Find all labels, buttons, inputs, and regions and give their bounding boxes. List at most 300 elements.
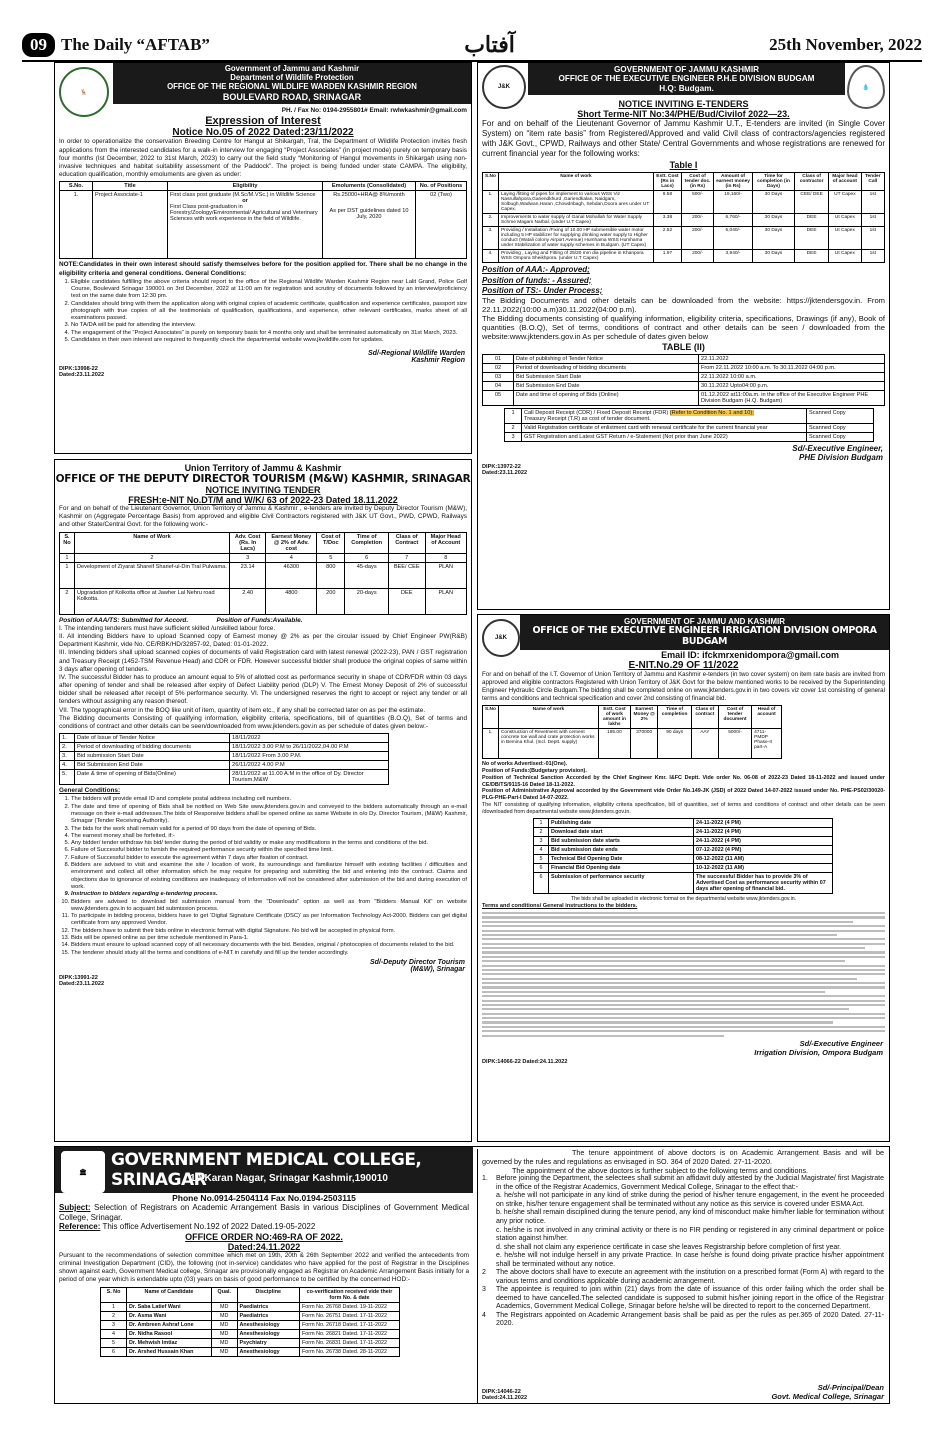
irr-sig1: Sd/-Executive Engineer (799, 1038, 883, 1048)
phe-td: DEE (795, 250, 829, 263)
tour-td: PLAN (425, 588, 467, 614)
gmc-reference-text: This office Advertisement No.192 of 2022 Dated.19-05-2022 (102, 1222, 316, 1232)
tourism-dipk: DIPK:13991-22 (59, 974, 98, 981)
phe-t2-td: Bid Submission Start Date (514, 372, 699, 381)
tourism-clause: The Bidding documents Consisting of qualifying information, eligibility criteria, specifications, bill of quantities (B.O.Q), Set of terms and conditions of contract and other details can be seen/downloaded from www.jktenders.gov.in as per schedule of dates given below:- (59, 714, 467, 730)
gmc-condition (482, 1312, 884, 1329)
gmc-td: MD (211, 1338, 237, 1347)
gmc-cond-num (482, 1192, 496, 1209)
tour-th: Earnest Money @ 2% of Adv. cost (266, 532, 317, 553)
tour-td: 46300 (266, 562, 317, 588)
phe-table2 (482, 354, 885, 406)
tour-td: 2.40 (229, 588, 265, 614)
irr-tech: Position of Technical Sanction Accorded by the Chief Engineer Kmr. I&FC Deptt. Vide order No. 06-08 of 2022-23 Dated 18-11-2022 and issued under CE/DB/TS/9115-16 Dated 18-11-2022. (482, 774, 885, 788)
tour-sig2: (M&W), Srinagar (410, 965, 465, 973)
gmc-td: MD (211, 1347, 237, 1356)
gmc-dated: Dated:24.11.2022 (482, 1395, 528, 1401)
phe-td: 30 Days (752, 227, 794, 250)
tourism-clause: I. The intending tenderers must have sufficient skilled /unskilled labour force. (59, 624, 276, 632)
gmc-td: Form No. 26831 Dated. 17-11-2022 (300, 1338, 400, 1347)
phe-td: 200/- (682, 214, 714, 227)
page-number: 09 (22, 33, 55, 57)
irr-date-td: Publishing date (549, 819, 694, 828)
wl-th: Title (93, 182, 168, 191)
wildlife-header (113, 63, 471, 104)
phe-t3-td: Scanned Copy (807, 432, 874, 441)
tourism-dated: Dated:23.11.2022 (59, 980, 105, 987)
wl-or: or (242, 198, 248, 205)
phe-work-row (483, 227, 885, 250)
phe-td: 30 Days (752, 191, 794, 214)
phe-t2-td: Date of publishing of Tender Notice (514, 354, 699, 363)
phe-dated: Dated:23.11.2022 (482, 469, 528, 476)
phe-t3-td: Scanned Copy (807, 423, 874, 432)
tourism-ad (54, 459, 472, 1142)
tour-th: Adv. Cost (Rs. In Lacs) (229, 532, 265, 553)
jk-emblem-icon: J&K (482, 65, 526, 109)
irr-sig2: Irrigation Division, Ompora Budgam (754, 1047, 883, 1057)
irr-td: 1. (483, 728, 499, 758)
tour-td: 3 (229, 553, 265, 562)
phe-td: 1st (861, 227, 884, 250)
phe-td: DEE (795, 214, 829, 227)
tour-date-td: 26/11/2022 4.00 P.M (230, 761, 389, 770)
tour-td: 7 (388, 553, 425, 562)
phe-t2-td: 01 (483, 354, 514, 363)
tour-general-item: 1. The bidders will provide email ID and complete postal address including cell numbers. (71, 796, 467, 803)
phe-th: Major head of account (829, 173, 861, 191)
gmc-td: 5 (101, 1338, 127, 1347)
gmc-cond-num (482, 1244, 496, 1253)
wildlife-table (59, 181, 467, 259)
phe-td: Ut Capex (829, 227, 861, 250)
phe-td: 3.38 (653, 214, 681, 227)
phe-t2-td: 03 (483, 372, 514, 381)
wildlife-signature (61, 350, 465, 364)
phe-ad (477, 62, 890, 610)
wl-cell: 1. (60, 191, 93, 259)
irr-th: Head of account (752, 705, 782, 728)
phe-td: 1st (861, 250, 884, 263)
irr-th: Name of work (498, 705, 598, 728)
phe-th: S.No (483, 173, 499, 191)
wl-condition: 5. Candidates in their own interest are required to frequently check the departmental website www.jkwildlife.com for updates. (71, 337, 467, 344)
phe-td: 1. (483, 191, 499, 214)
irr-date-td: Technical Bid Opening Date (549, 855, 694, 864)
wl-eligibility-cell (168, 191, 323, 259)
gmc-condition (482, 1244, 884, 1253)
phe-td: Improvements to water supply of Ganal Mohallah for Water Supply Schme Magam Narbal. (under U.T Capex) (498, 214, 653, 227)
irr-date-td: 2 (534, 828, 549, 837)
phe-td: 1st (861, 214, 884, 227)
phe-td: Ut Capex (829, 214, 861, 227)
phe-th: Amount of earnest money (in Rs) (714, 173, 753, 191)
irr-date-td: 6 (534, 873, 549, 894)
gmc-cond-num: 4 (482, 1311, 486, 1319)
phe-t3-td: Valid Registration certificate of enlistment card with renewal certificate for the current financial year (522, 423, 807, 432)
tour-date-td: 1. (60, 734, 75, 743)
irr-th: Class of contract (691, 705, 718, 728)
tour-td: 5 (317, 553, 345, 562)
tour-th: Class of Contract (388, 532, 425, 553)
gmc-left (55, 1147, 473, 1404)
phe-t3-doc-cell (522, 408, 807, 423)
irr-th: Time of completion (658, 705, 691, 728)
tour-date-td: 4. (60, 761, 75, 770)
phe-td: 200/- (682, 250, 714, 263)
gmc-footer (482, 1383, 884, 1401)
gmc-th: Name of Candidate (126, 1287, 211, 1302)
irr-th: Estt. Cost of work amount in lakhs (598, 705, 630, 728)
phe-t2-td: 05 (483, 390, 514, 405)
tour-td: DEE (388, 588, 425, 614)
tour-date-td: 3. (60, 752, 75, 761)
tour-date-td: Date of Issue of Tender Notice (75, 734, 230, 743)
gmc-td: Psychiatry (237, 1338, 299, 1347)
wildlife-dept: Department of Wildlife Protection (230, 72, 354, 82)
wildlife-emblem-icon: 🦌 (59, 67, 109, 117)
irr-works: No of works Advertised:-01(One). (482, 760, 568, 767)
phe-t2-td: Date and time of opening of Bids (Online) (514, 390, 699, 405)
gmc-condition (482, 1286, 884, 1312)
tour-th: Name of Work (74, 532, 229, 553)
gmc-subject (59, 1203, 469, 1222)
gmc-cond-num: 1. (482, 1175, 488, 1183)
phe-t3-td: GST Registration and Latest GST Return / e-Statement (Not prior than June 2022) (522, 432, 807, 441)
tour-date-td: 18/11/2022 3.00 P.M to 26/11/2022,04.00 P.M (230, 743, 389, 752)
jk-emblem-icon: J&K (482, 619, 520, 657)
gmc-td: Dr. Nidha Rasool (126, 1329, 211, 1338)
wl-emol2: As per DST guidelines dated 10 July, 2020 (329, 208, 409, 221)
phe-table1-title: Table I (669, 160, 698, 171)
irr-th: Earnest Money @ 2% (630, 705, 657, 728)
irr-date-td: 08-12-2022 (11 AM) (694, 855, 833, 864)
gmc-th: Qual. (211, 1287, 237, 1302)
tour-general-item: 7. Failure of Successful bidder to execute the agreement within 7 days after fixation of contract. (71, 855, 467, 862)
phe-td: 3,940/- (714, 250, 753, 263)
gmc-cond-num (482, 1227, 496, 1244)
phe-td: 500/- (682, 191, 714, 214)
wl-emol-cell (323, 191, 416, 259)
gmc-reference-label: Reference: (59, 1222, 101, 1232)
tourism-ut: Union Territory of Jammu & Kashmir (184, 463, 342, 473)
tour-date-td: Bid submission Start Date (75, 752, 230, 761)
gmc-dated-heading: Dated:24.11.2022 (227, 1241, 301, 1252)
tour-date-td: 5. (60, 770, 75, 785)
phe-td: Ut Capex (829, 250, 861, 263)
tour-td: 8 (425, 553, 467, 562)
tourism-intro: For and on behalf of the Lieutenant Governor, Union Territory of Jammu & Kashmir , e-tenders are invited by Deputy Director Tourism (M&W), Kashmir on (Aggregate Percentage Basis) from approved and eligible Civil Contractors registered with J&K UT Govt., PWD, CPWD, Railways and other State/Central Govt. for the following work:- (59, 505, 467, 529)
irr-date-td: 5 (534, 855, 549, 864)
phe-th: Cost of tender doc. (in Rs) (682, 173, 714, 191)
wildlife-notice: Notice No.05 of 2022 Dated:23/11/2022 (172, 127, 354, 139)
wl-emol1: Rs.25000+HRA@ 8%/month (333, 192, 405, 199)
wildlife-dipk: DIPK:13998-22 (59, 366, 98, 373)
irr-th: Cost of tender document (718, 705, 751, 728)
tour-general-item: 2. The date and time of opening of Bids shall be notified on Web Site www.jktenders.gov.in and conveyed to the bidders automatically through an e-mail message on their e-mail addresses.The bids of Responsive bidders shall be opened online as same Website in o/o Dy. Director Tourism, (M&W) Kashmir, Srinagar (Tender Receiving Authority). (71, 804, 467, 826)
tour-td: 200 (317, 588, 345, 614)
wl-condition: 3. No TA/DA will be paid for attending the interview. (71, 322, 467, 329)
tour-general-item: 10. Bidders are advised to download bid submission manual from the "Downloads" option as well as from "Bidders Manual Kit" on website www.jktenders.gov.in to acquaint bid submission process. (71, 899, 467, 914)
tour-date-td: 18/11/2022 From 3.00 P.M. (230, 752, 389, 761)
tour-date-td: Period of downloading of bidding documents (75, 743, 230, 752)
phe-intro: For and on behalf of the Lieutenant Governor of Jammu Kashmir U.T., E-tenders are invited (in Single Cover System) on “item rate basis” from Registered/Approved and valid Civil class of contractors/agencies registered with J&K Govt., CPWD, Railways and other State/ Central Governments and whose registrations are renewed for current financial year for the following works: (482, 119, 885, 158)
gmc-td: Dr. Asma Wani (126, 1311, 211, 1320)
wildlife-ad (54, 62, 472, 454)
gmc-td: Dr. Mehwish Imtiaz (126, 1338, 211, 1347)
phe-t3-highlight: (Refer to Condition No. 1 and 10); (669, 409, 754, 416)
phe-work-row (483, 214, 885, 227)
phe-notice: NOTICE INVITING E-TENDERS (618, 99, 749, 110)
phe-t2-td: Bid Submission End Date (514, 381, 699, 390)
tour-th: S. No (60, 532, 75, 553)
phe-table1 (482, 172, 885, 263)
phe-td: DEE (795, 227, 829, 250)
gmc-td: 6 (101, 1347, 127, 1356)
gmc-condition (482, 1252, 884, 1269)
tour-general-item: 11. To participate in bidding process, bidders have to get ‘Digital Signature Certificate (DSC)’ as per Information Technology Act-2000. Bidders can get digital certificate from any approved Vendor. (71, 913, 467, 928)
gmc-sig1: Sd/-Principal/Dean (817, 1383, 884, 1392)
tour-date-td: 2. (60, 743, 75, 752)
wl-condition: 4. The engagement of the “Project Associates” is purely on temporary basis for 4 months only and shall be terminated automatically on 31st March, 2023. (71, 330, 467, 337)
irr-date-td: 24-11-2022 (4 PM) (694, 837, 833, 846)
tour-td: BEE/ CEE (388, 562, 425, 588)
wl-sig2: Kashmir Region (411, 357, 465, 365)
gmc-td: MD (211, 1311, 237, 1320)
tourism-nit: FRESH:e-NIT No.DT/M and W/K/ 63 of 2022-23 Dated 18.11.2022 (128, 495, 398, 505)
gmc-condition (482, 1175, 884, 1192)
tour-general-item: 5. Any bidder/ tender withdraw his bid/ tender during the period of bid validity or make any modifications in the terms and conditions of the bid. (71, 840, 467, 847)
newspaper-logo: آفتاب (464, 32, 515, 58)
irr-nit-text: The NIT consisting of qualifying information, eligibility criteria specification, bill of quantities, set of terms and conditions of contract and other details can be seen /downloaded from departmental website www.jktenders.gov.in. (482, 802, 885, 816)
gmc-td: Form No. 26718 Dated. 17-11-2022 (300, 1320, 400, 1329)
phe-td: 4. (483, 250, 499, 263)
wl-cell: 02 (Two) (416, 191, 467, 259)
phe-sig2: PHE Division Budgam (798, 452, 883, 462)
gmc-td: Paediatrics (237, 1302, 299, 1311)
wildlife-heading: Expression of Interest (205, 115, 321, 128)
gmc-th: S. No (101, 1287, 127, 1302)
phe-work-row (483, 191, 885, 214)
tourism-clause: III. Intending bidders shall upload scanned copies of documents of valid Registration card with latest renewal (2022-23), PAN / GST registration and Treasury Receipt (1452-TSM Revenue Head) and CDR or FDR. However successful bidder shall produce the original copies of same within 3 days after opening of tenders. (59, 649, 467, 673)
masthead-left (22, 33, 210, 57)
tour-date-td: 28/11/2022 at 11.00 A.M in the office of Dy. Director Tourism,M&W (230, 770, 389, 785)
gmc-sig2: Govt. Medical College, Srinagar (771, 1392, 884, 1401)
irrigation-dipk: DIPK:14066-22 Dated:24.11.2022 (482, 1058, 568, 1065)
phe-t2-td: 01.12.2022 at11:00a.m. in the office of the Executive Engineer PHE Division Budgam (H.Q. Budgam) (699, 390, 885, 405)
newspaper-name: The Daily “AFTAB” (61, 35, 210, 54)
phe-td: UT Capex (829, 191, 861, 214)
phe-th: Class of contractor (795, 173, 829, 191)
gmc-cond-text: The appointee is required to join within (21) days from the date of issuance of this order failing which the order shall be deemed to have cancelled.The selected candidate is supposed to submit his/her joining report in the office of the Registrar Academics, Government Medical College, Srinagar before he/she will be directed to report to the concerned Department. (496, 1286, 884, 1311)
tour-general-item: 3. The bids for the work shall remain valid for a period of 90 days from the date of opening of Bids. (71, 826, 467, 833)
phe-td: 2.52 (653, 227, 681, 250)
irrigation-table (482, 705, 782, 759)
tour-th: Major Head of Account (425, 532, 467, 553)
gmc-reference (59, 1222, 469, 1232)
phe-table2-title: TABLE (II) (662, 341, 705, 352)
tour-td: 2 (74, 553, 229, 562)
phe-funds: Position of funds: - Assured; (482, 275, 592, 285)
gmc-signature (771, 1383, 884, 1401)
tour-general-item: 4. The earnest money shall be forfeited, if:- (71, 833, 467, 840)
tour-sig1: Sd/-Deputy Director Tourism (369, 958, 465, 966)
tour-th: Time of Completion (345, 532, 389, 553)
tourism-notice: NOTICE INVITING TENDER (205, 485, 321, 495)
phe-td: 6,760/- (714, 214, 753, 227)
gmc-right-intro1: The tenure appointment of above doctors is on Academic Arrangement Basis and will be governed by the rules and regulations as envisaged in SO. 364 of 2020 Dated. 27-11-2020. (482, 1148, 884, 1166)
gmc-table (100, 1287, 400, 1357)
gmc-td: Paediatrics (237, 1311, 299, 1320)
gmc-right (477, 1149, 888, 1403)
irr-date-td: Submission of performance security (549, 873, 694, 894)
phe-td: 1.97 (653, 250, 681, 263)
phe-t2-td: From 22.11.2022 10:00 a.m. To 30.11.2022 04:00 p.m. (699, 363, 885, 372)
wl-cell: Project Associate-1 (93, 191, 168, 259)
irr-td: 4711-PMDP Phase-II part-A (752, 728, 782, 758)
phe-td: 5,040/- (714, 227, 753, 250)
irr-intro: For and on behalf of the I.T. Governor of Union Territory of Jammu and Kashmir e-tenders (in two cover system) on item rate basis are invited from approved and eligible contractors Registered with Union Territory of J&K Govt for the below mentioned works to be received by the Superintending Engineer Hydraulic Circle Budgam.The bidding shall be completed online on www.jktenders.gov.in in two covers viz cover 1st consisting of general terms and conditions and technical specification and cover 2nd consisting of financial bid. (482, 671, 885, 702)
phe-t2-td: 02 (483, 363, 514, 372)
tour-td: 2 (60, 588, 75, 614)
tour-general-item: 13. Bids will be opened online as per time schedule mentioned in Para-1. (71, 935, 467, 942)
gmc-cond-text: The Registrars appointed on Academic Arrangement basis shall be paid as per the rules as per.365 of 2020 Dated. 27-11-2020. (496, 1311, 884, 1328)
irrigation-ad (477, 614, 890, 1142)
phe-nit: Short Terme-NIT No:34/PHE/Bud/Civilof 2022—23. (577, 109, 790, 120)
phe-t2-td: 30.11.2022 Upto04:00 p.m. (699, 381, 885, 390)
irr-date-td: Download date start (549, 828, 694, 837)
tour-td: 6 (345, 553, 389, 562)
tour-td: 800 (317, 562, 345, 588)
irr-date-td: 4 (534, 846, 549, 855)
gmc-order: OFFICE ORDER NO:469-RA OF 2022. (185, 1231, 343, 1242)
tour-general-item: 8. Bidders are advised to visit and examine the site / location of work, its surroundings and familiarize himself with existing facilities / difficulties and environment and collect all other information which he may require for preparing and submitting the bid and entering into the contract. Claims and objections due to ignorance of existing conditions are inadequacy of information will not be considered after submission of the bid and during execution of work. (71, 862, 467, 891)
irr-terms-title: Terms and conditions/ General instructions to the bidders. (482, 902, 638, 909)
gmc-cond-text: The above doctors shall have to execute an agreement with the institution on a prescribed format (Form A) with regard to the various terms and conditions applicable during academic arrangement. (496, 1269, 884, 1285)
phe-td: Providing , Laying and Fitting of 25/20 mm dia pipeline in Khanpora WSS Ompora Sheikhpora. (under U.T Capex) (498, 250, 653, 263)
tour-td: 20-days (345, 588, 389, 614)
tour-td: 23.14 (229, 562, 265, 588)
issue-date: 25th November, 2022 (769, 35, 922, 54)
irr-date-td: 24-11-2022 (4 PM) (694, 819, 833, 828)
gmc-td: MD (211, 1329, 237, 1338)
gmc-td: Anesthesiology (237, 1320, 299, 1329)
tour-td: 45-days (345, 562, 389, 588)
gmc-header (55, 1147, 473, 1193)
phe-th: Time for completion (in Days) (752, 173, 794, 191)
tourism-dates-table (59, 733, 389, 785)
phe-hq: H.Q: Budgam. (659, 83, 714, 93)
phe-office: OFFICE OF THE EXECUTIVE ENGINEER P.H.E DIVISION BUDGAM (558, 74, 815, 84)
irr-office: OFFICE OF THE EXECUTIVE ENGINEER IRRIGATION DIVISION OMPORA BUDGAM (532, 625, 877, 648)
gmc-cond-text: e. he/she will not indulge herself in any private Practice. In case he/she is found doing private practice his/her appointment shall be terminated without any notice. (496, 1252, 884, 1268)
gmc-cond-text: d. she shall not claim any experience certificate in case she leaves Registrarship before completion of first year. (496, 1243, 842, 1251)
gmc-td: Anesthesiology (237, 1347, 299, 1356)
phe-th: Tender Call (861, 173, 884, 191)
irrigation-signature (484, 1039, 883, 1057)
gmc-cond-text: a. he/she will not participate in any kind of strike during the period of his/her tenure engagement, in the event he proceeded on strike, his/her tenure engagement shall be terminated without any notice as this service is covered under ESMA Act. (496, 1192, 884, 1208)
wildlife-office: OFFICE OF THE REGIONAL WILDLIFE WARDEN KASHMIR REGION (167, 81, 417, 91)
tour-general-item: 6. Failure of Successful bidder to furnish the required performance security within the specified time limit. (71, 847, 467, 854)
phe-header (528, 63, 845, 95)
wl-condition: 2. Candidates should bring with them the application along with original copies of academic certificate, qualification and experience certificates, passport size photograph with true copies of all the testimonials of qualification, qualifications, and experience, other relevant certificates, marks sheet of all examinations passed. (71, 301, 467, 323)
gmc-cond-num (482, 1252, 496, 1269)
gmc-right-intro2: The appointment of the above doctors is further subject to the following terms and conditions. (512, 1165, 809, 1175)
phe-t2-td: 22.11.2022 10:00 a.m. (699, 372, 885, 381)
tourism-general-title: General Conditions: (59, 787, 121, 795)
irr-date-td: 24-11-2022 (4 PM) (694, 828, 833, 837)
tourism-signature (61, 959, 465, 973)
gmc-th: co-verification received vide their form No. & date (300, 1287, 400, 1302)
irr-date-td: Financial Bid Opening date (549, 864, 694, 873)
phe-table3 (504, 408, 874, 442)
tour-general-item: 9. Instruction to bidders regarding e-tendering process. (71, 891, 467, 898)
irr-td: 370000 (630, 728, 657, 758)
gmc-td: Form No. 26768 Dated. 19-11-2022 (300, 1302, 400, 1311)
irrigation-fine-print (482, 912, 885, 1037)
gmc-td: Form No. 26821 Dated. 17-11-2022 (300, 1329, 400, 1338)
tour-date-td: 18/11/2022 (230, 734, 389, 743)
phe-t3-td: Scanned Copy (807, 408, 874, 423)
tour-general-item: 15. The tenderer should study all the terms and conditions of e-NIT in carefully and fill up the tender accordingly. (71, 950, 467, 957)
gmc-cond-text: c. he/she is not involved in any criminal activity or there is no FIR pending or registered in any criminal department or police station against him/her. (496, 1226, 884, 1243)
phe-td: 200/- (682, 227, 714, 250)
tour-td: 1 (60, 553, 75, 562)
tour-td: PLAN (425, 562, 467, 588)
wildlife-note: NOTE:Candidates in their own interest should satisfy themselves before for the position applied for. There shall be no change in the eligibility criteria and general conditions. General Conditions: (59, 261, 467, 277)
phe-govt: GOVERNMENT OF JAMMU KASHMIR (613, 65, 760, 74)
phe-t2-td: 22.11.2022 (699, 354, 885, 363)
phe-td: 30 Days (752, 214, 794, 227)
phe-t3-td: 3 (505, 432, 522, 441)
gmc-para: Pursuant to the recommendations of selection committee which met on 19th, 20th & 26th September 2022 and verified the antecedents from criminal Investigation Department (CID), the following (not in-service) candidates who have applied for the post of Registrar in the Disciplines shown against each, Government Medical college, Srinagar are provisionally engaged as Registrar on Academic Arrangement Basis initially for a period of one year which is extendable upto (03) years on basis of good performance to be certified by the concerned HOD:- (59, 1251, 469, 1284)
gmc-subject-text: Selection of Registrars on Academic Arrangement Basis in various Disciplines of Government Medical College, Srinagar. (59, 1203, 469, 1222)
irrigation-header (520, 615, 889, 650)
irr-after: The bids shall be uploaded in electronic format on the departmental website www.jktenders.gov.in. (570, 896, 797, 903)
irr-date-td: The successful Bidder has to provide 3% of Advertised Cost as performance security within 07 days after opening of financial bid. (694, 873, 833, 894)
tourism-table (59, 532, 467, 615)
phe-td: 30 Days (752, 250, 794, 263)
tourism-clause: IV. The successful Bidder has to produce an amount equal to 5% of allotted cost as performance security in shape of CDR/FDR within 03 days after opening of tender and shall be released after expiry of Defect Liability period (DLP) V. The Ernest Money Deposit of 2% of successful bidder shall be released after receipt of 5% performance security. VI. The undersigned reserves the right to accept or reject any tender or all tenders without assigning any reason thereof. (59, 673, 467, 706)
phe-td: 1st (861, 191, 884, 214)
phe-td: 2. (483, 214, 499, 227)
phe-th: Name of work (498, 173, 653, 191)
gmc-td: Form No. 26738 Dated. 28-11-2022 (300, 1347, 400, 1356)
phe-th: Estt. Cost (Rs in Lacs) (653, 173, 681, 191)
irr-funds: Position of Funds:(Budgetary provision). (482, 767, 587, 774)
wl-elig2: First Class post-graduation in Forestry/Zoology/Environmental/ Agricultural and Veterinary Sciences with work experience in the field of Wildlife. (170, 204, 318, 223)
gmc-cond-num (482, 1209, 496, 1226)
gmc-subject-label: Subject: (59, 1203, 91, 1212)
phe-td: 19,160/- (714, 191, 753, 214)
wl-th: S.No. (60, 182, 93, 191)
gmc-condition (482, 1209, 884, 1226)
gmc-conditions (478, 1175, 888, 1329)
gmc-td: 4 (101, 1329, 127, 1338)
wildlife-intro: In order to operationalize the conservation Breeding Centre for Hangul at Shikargah, Tral, the Department of Wildlife Protection invites fresh applications from the interested candidates for a walk-in interview for engaging “Project Associates” (in project mode) purely on temporary basis four months (Ist December, 2022 to 31st March, 2023) to carry out the field study “Monitoring of Hangul movements in Shikargah using non-invasive techniques and habitat suitability assessment of the Paddock”. The project is being funded under state CAMPA. The eligibility, education qualification, monthly emoluments are given as under: (59, 138, 467, 179)
tour-td: Upgradation pf Kolkotta office at Jawher Lal Nehru road Kolkotta. (74, 588, 229, 614)
irr-admin: Position of Administrative Approval accorded by the Government vide Order No.149-JK (JSD) of 2022 Dated 14-07-2022 issued under No. PHE-PS02/30020-PLG-PHE-Part-I Dated 14-07-2022. (482, 788, 885, 802)
irrigation-dates-table (533, 818, 833, 894)
gmc-phone: Phone No.0914-2504114 Fax No.0194-2503115 (172, 1193, 356, 1203)
gmc-td: Dr. Ambreen Ashraf Lone (126, 1320, 211, 1329)
tourism-general-list (71, 796, 467, 957)
tour-td: 4 (266, 553, 317, 562)
gmc-cond-text: Before joining the Department, the selectees shall submit an affidavit duly attested by the Judicial Magistrate/ first Magistrate in the office of the Registrar Academics, Government Medical College, Srinagar to the effect that:- (496, 1175, 884, 1191)
gmc-td: Dr. Arshed Hussain Khan (126, 1347, 211, 1356)
phe-t3-text: Call Deposit Receipt (CDR) / Fixed Deposit Receipt (FDR) (524, 409, 669, 416)
gmc-address: 10-Karan Nagar, Srinagar Kashmir,190010 (190, 1173, 388, 1184)
